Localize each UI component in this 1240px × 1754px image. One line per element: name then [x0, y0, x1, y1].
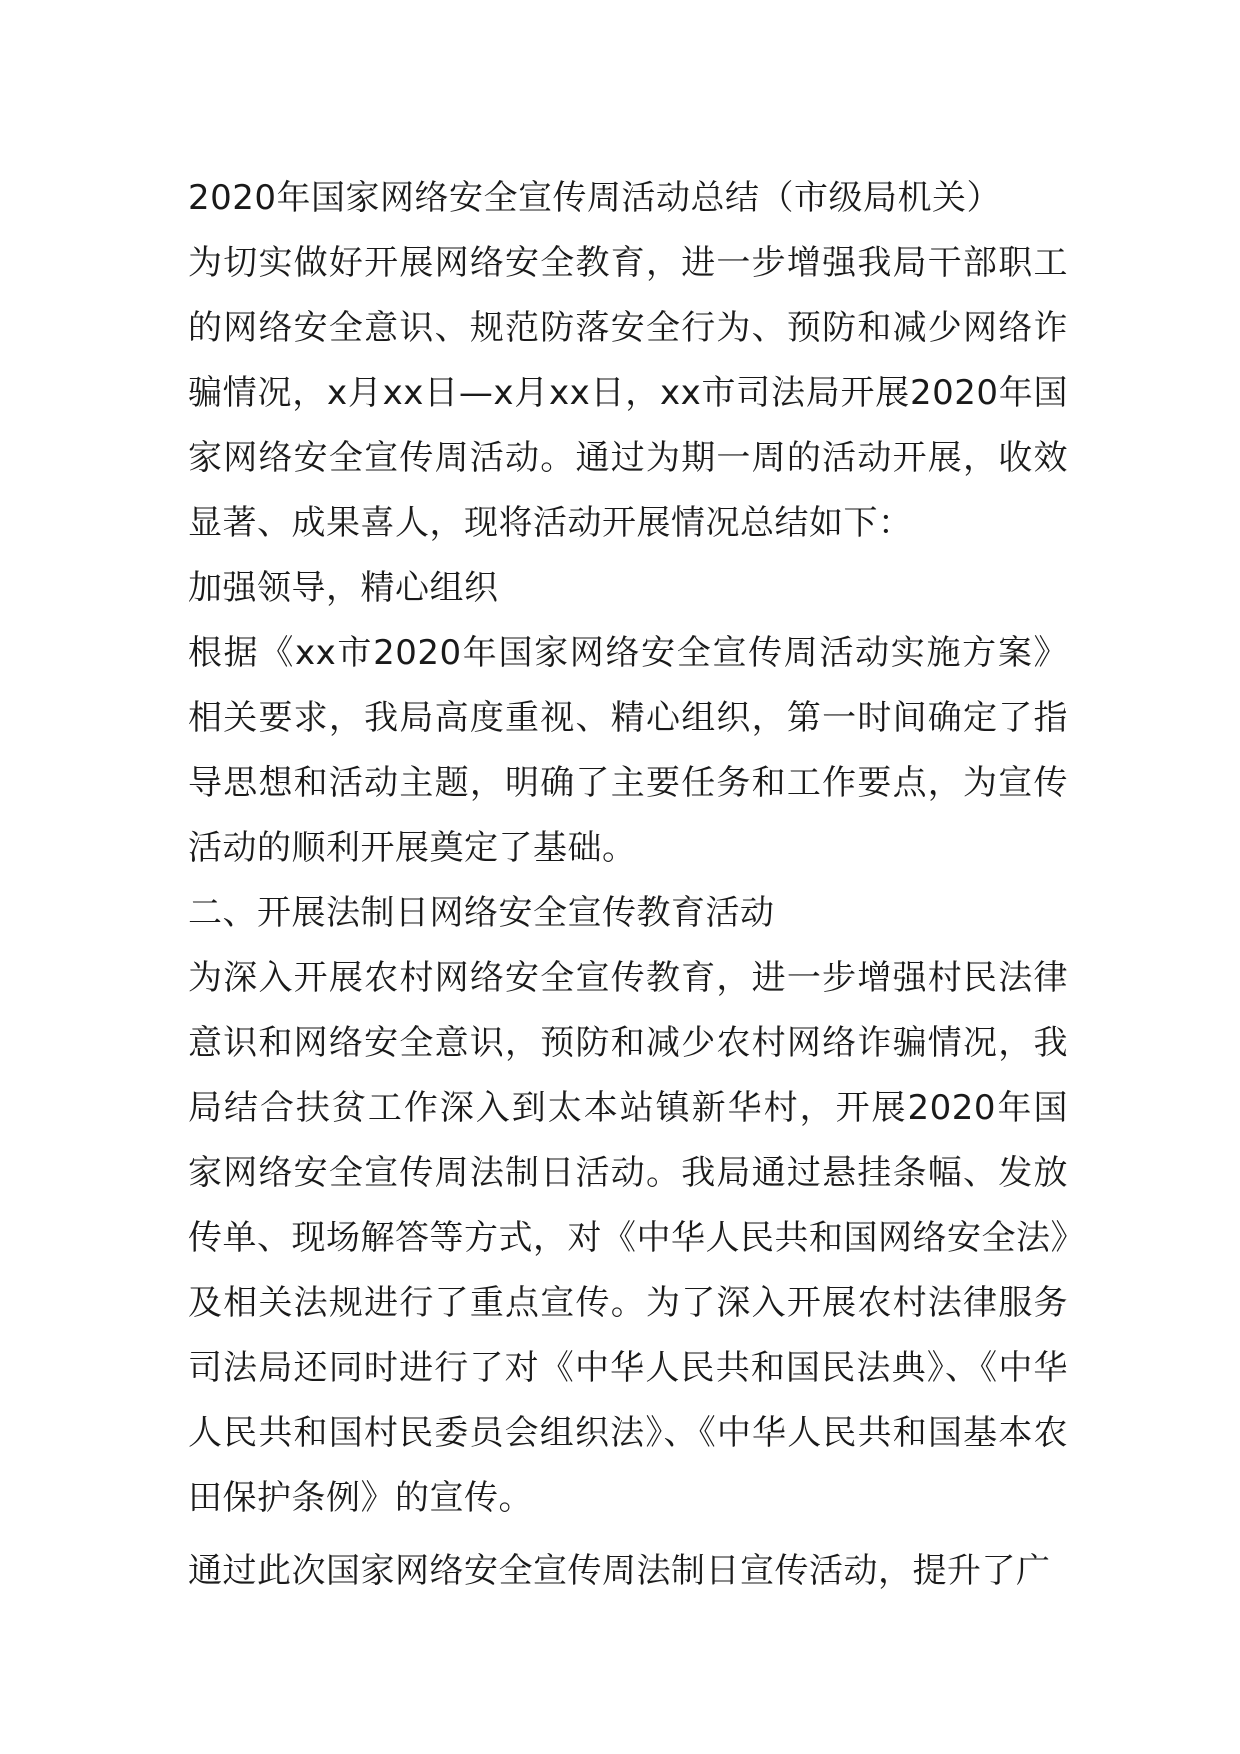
section-heading-leadership: 加强领导，精心组织: [188, 568, 499, 608]
intro-paragraph: 为切实做好开展网络安全教育，进一步增强我局干部职工的网络安全意识、规范防落安全行为、预防和减少网络诈骗情况，x月xx日—x月xx日，xx市司法局开展2020年国家网络安全宣传周活动。通过为期一周的活动开展，收效显著、成果喜人，现将活动开展情况总结如下：: [188, 243, 1068, 543]
document-body: [188, 166, 1068, 1604]
document-title: 2020年国家网络安全宣传周活动总结（市级局机关）: [188, 178, 1002, 218]
result-paragraph: 通过此次国家网络安全宣传周法制日宣传活动，提升了广: [188, 1551, 1051, 1591]
section-heading-legal-day: 二、开展法制日网络安全宣传教育活动: [188, 893, 775, 933]
legal-day-paragraph: 为深入开展农村网络安全宣传教育，进一步增强村民法律意识和网络安全意识，预防和减少农村网络诈骗情况，我局结合扶贫工作深入到太本站镇新华村，开展2020年国家网络安全宣传周法制日活动。我局通过悬挂条幅、发放传单、现场解答等方式，对《中华人民共和国网络安全法》及相关法规进行了重点宣传。为了深入开展农村法律服务司法局还同时进行了对《中华人民共和国民法典》、《中华人民共和国村民委员会组织法》、《中华人民共和国基本农田保护条例》的宣传。: [188, 958, 1068, 1518]
leadership-paragraph: 根据《xx市2020年国家网络安全宣传周活动实施方案》相关要求，我局高度重视、精心组织，第一时间确定了指导思想和活动主题，明确了主要任务和工作要点，为宣传活动的顺利开展奠定了基础。: [188, 633, 1068, 868]
